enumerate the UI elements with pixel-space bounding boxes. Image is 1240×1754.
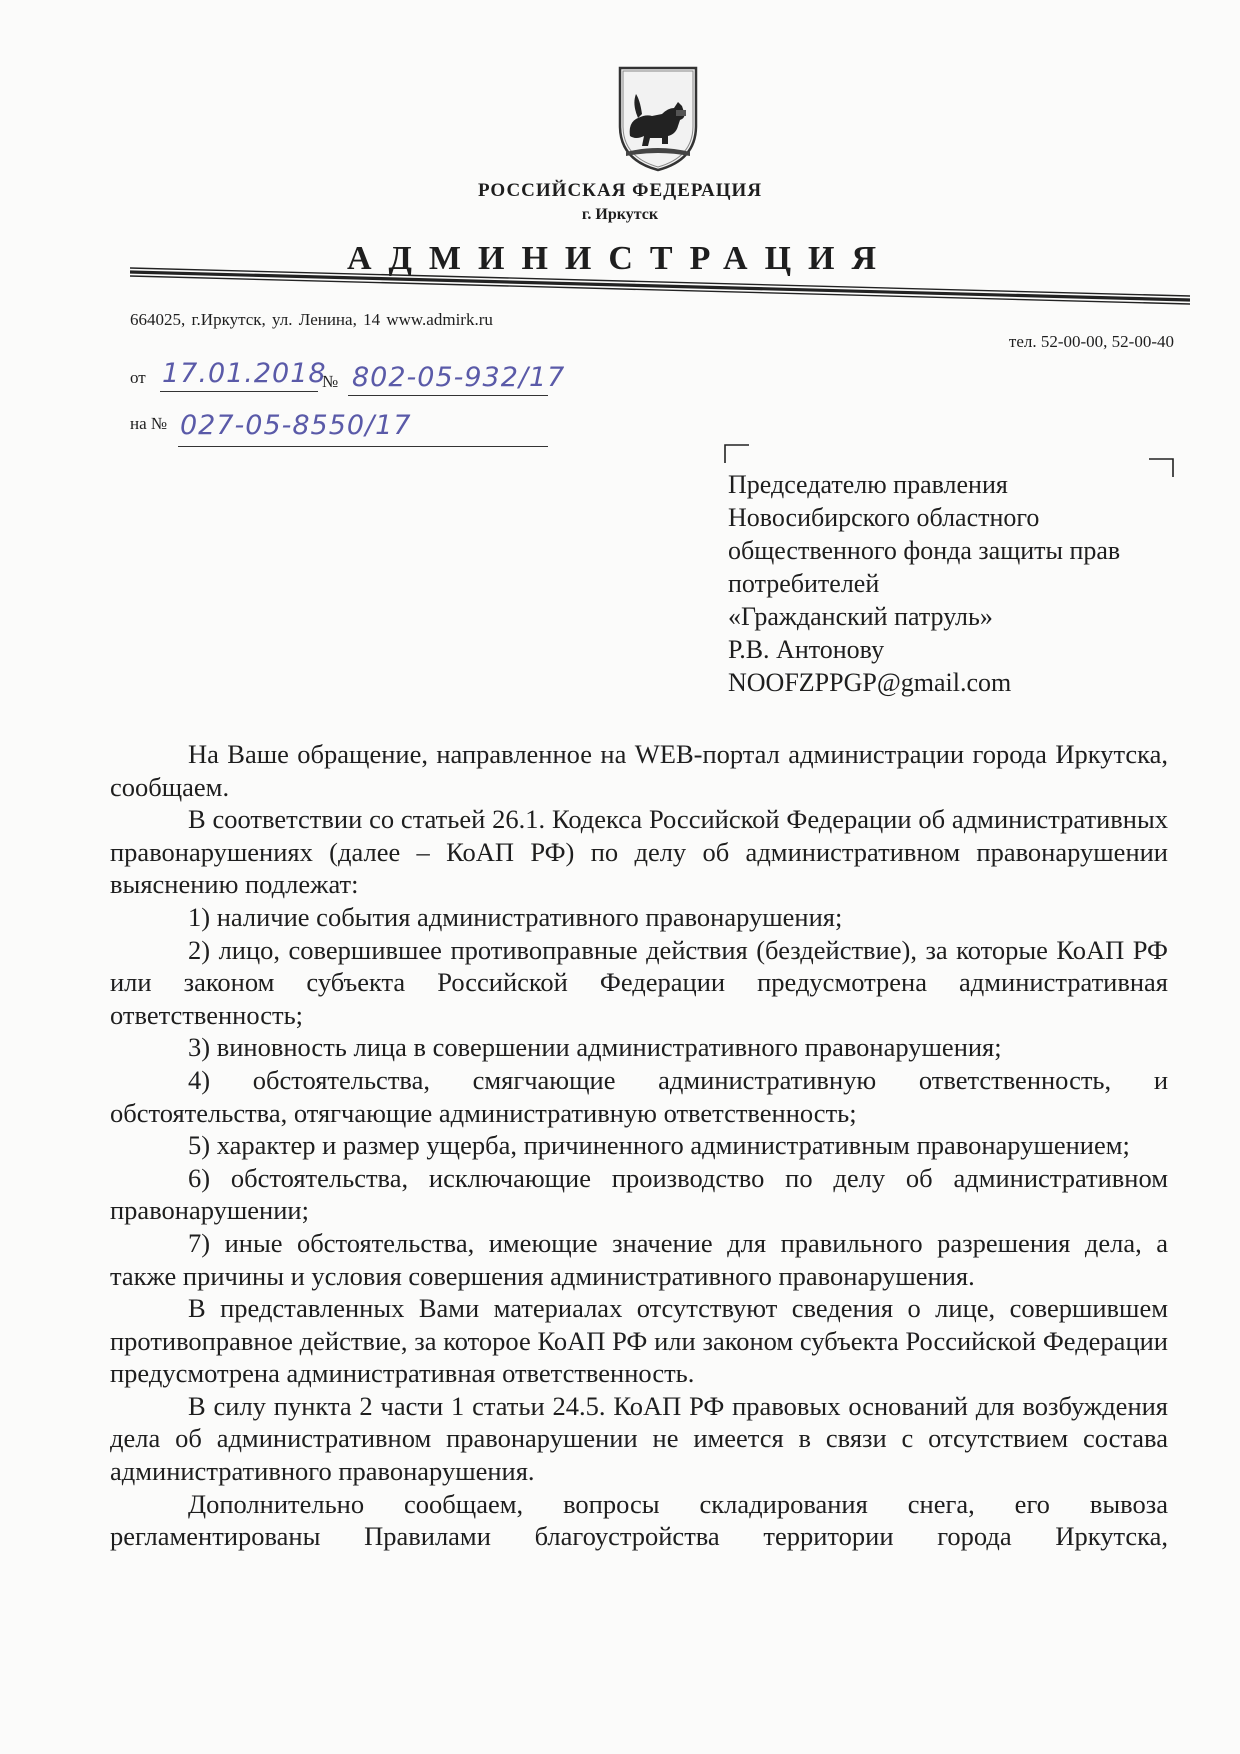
- date-label: от: [130, 368, 146, 387]
- number-label: №: [322, 372, 339, 391]
- date-handwritten: 17.01.2018: [162, 358, 327, 389]
- body-paragraph: В представленных Вами материалах отсутствуют сведения о лице, совершившем противоправное действие, за которое КоАП РФ или законом субъекта Российской Федерации предусмотрена административная ответственность.: [110, 1293, 1168, 1389]
- letter-body: [110, 738, 1168, 1553]
- body-list-item: 5) характер и размер ущерба, причиненного административным правонарушением;: [188, 1130, 1130, 1161]
- body-list-item: 1) наличие события административного правонарушения;: [188, 901, 843, 932]
- ref-handwritten: 027-05-8550/17: [180, 410, 412, 441]
- number-row: [322, 372, 338, 392]
- body-list-item: 7) иные обстоятельства, имеющие значение для правильного разрешения дела, а также причины и условия совершения административного правонарушения.: [110, 1227, 1168, 1291]
- addressee-line: потребителей: [728, 569, 880, 598]
- city-name: г. Иркутск: [581, 206, 659, 223]
- irkutsk-coat-of-arms-icon: [616, 64, 700, 174]
- addressee-email: NOOFZPPGP@gmail.com: [728, 668, 1012, 697]
- ref-row: [130, 414, 167, 434]
- number-handwritten: 802-05-932/17: [352, 362, 566, 393]
- body-list-item: 3) виновность лица в совершении административного правонарушения;: [188, 1032, 1002, 1063]
- number-underline: [348, 395, 548, 396]
- corner-mark-left: [724, 444, 750, 464]
- body-list-item: 2) лицо, совершившее противоправные действия (бездействие), за которые КоАП РФ или законом субъекта Российской Федерации предусмотрена административная ответственность;: [110, 934, 1168, 1030]
- body-paragraph: Дополнительно сообщаем, вопросы складирования снега, его вывоза регламентированы Правилами благоустройства территории города Иркутска,: [110, 1488, 1168, 1552]
- date-row: [130, 368, 146, 388]
- body-paragraph: На Ваше обращение, направленное на WEB-портал администрации города Иркутска, сообщаем.: [110, 739, 1168, 802]
- addressee-line: общественного фонда защиты прав: [728, 536, 1121, 565]
- date-underline: [160, 391, 318, 392]
- ref-underline: [178, 446, 548, 447]
- ref-label: на №: [130, 414, 168, 433]
- addressee-block: [728, 468, 1188, 699]
- addressee-line: Новосибирского областного: [728, 503, 1040, 532]
- organization-title: АДМИНИСТРАЦИЯ: [346, 240, 894, 277]
- body-paragraph: В соответствии со статьей 26.1. Кодекса Российской Федерации об административных правонарушениях (далее – КоАП РФ) по делу об административном правонарушении выяснению подлежат:: [110, 804, 1168, 900]
- addressee-line: Председателю правления: [728, 470, 1008, 499]
- country-title: РОССИЙСКАЯ ФЕДЕРАЦИЯ: [477, 180, 763, 201]
- phone-line: тел. 52-00-00, 52-00-40: [1008, 332, 1174, 351]
- body-list-item: 6) обстоятельства, исключающие производство по делу об административном правонарушении;: [110, 1162, 1168, 1226]
- addressee-line: «Гражданский патруль»: [728, 602, 993, 631]
- body-paragraph: В силу пункта 2 части 1 статьи 24.5. КоАП РФ правовых оснований для возбуждения дела об административном правонарушении не имеется в связи с отсутствием состава административного правонарушения.: [110, 1390, 1168, 1487]
- address-line: 664025, г.Иркутск, ул. Ленина, 14 www.admirk.ru: [130, 310, 493, 329]
- addressee-line: Р.В. Антонову: [728, 635, 885, 664]
- body-list-item: 4) обстоятельства, смягчающие административную ответственность, и обстоятельства, отягчающие административную ответственность;: [110, 1064, 1168, 1128]
- header-rule: [130, 266, 1190, 316]
